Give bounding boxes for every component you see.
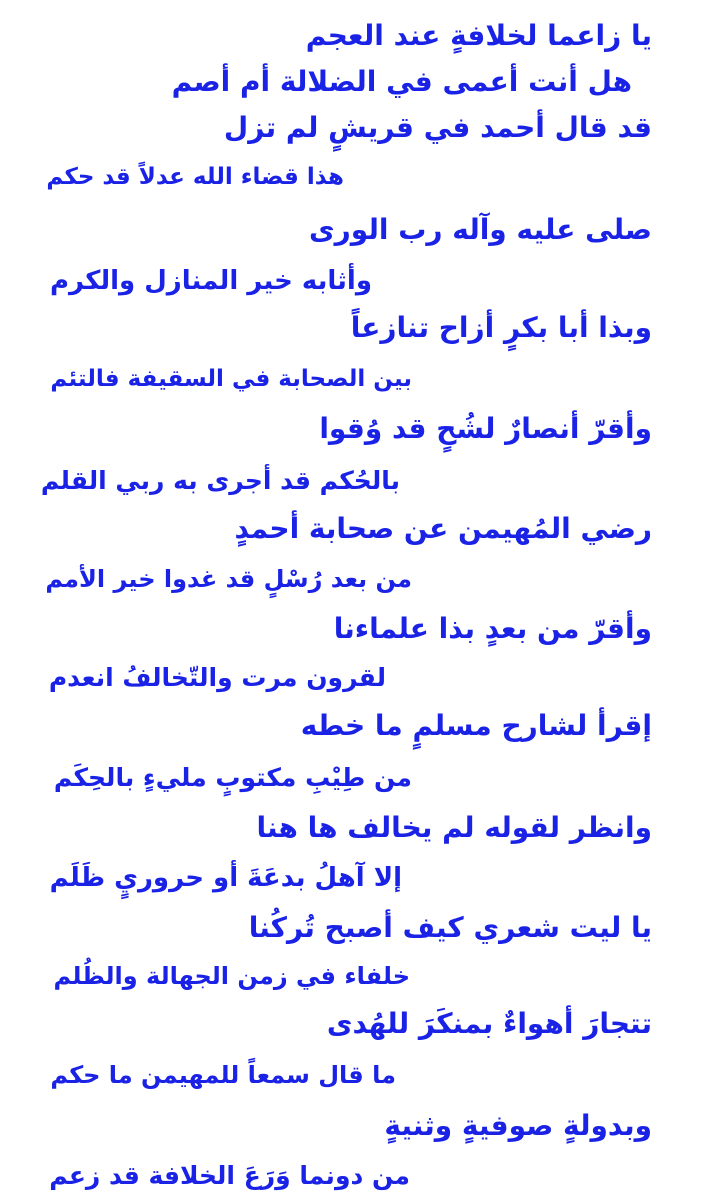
poem-line-8: بين الصحابة في السقيفة فالتئم [50,366,412,392]
poem-line-1: يا زاعما لخلافةٍ عند العجم [305,19,652,52]
poem-line-18: إلا آهلُ بدعَةَ أو حروريٍ ظَلَم [49,863,402,893]
poem-line-10: بالحُكم قد أجرى به ربي القلم [40,466,400,495]
poem-line-19: يا ليت شعري كيف أصبح تُركُنا [248,911,652,944]
poem-line-13: وأقرّ من بعدٍ بذا علماءنا [333,612,652,645]
poem-line-17: وانظر لقوله لم يخالف ها هنا [256,811,652,844]
poem-line-6: وأثابه خير المنازل والكرم [49,266,372,296]
poem-line-4: هذا قضاء الله عدلاً قد حكم [46,164,344,190]
poem-line-9: وأقرّ أنصارٌ لشُحٍ قد وُقوا [319,412,652,445]
poem-line-20: خلفاء في زمن الجهالة والظُلم [53,962,410,990]
poem-line-5: صلى عليه وآله رب الورى [309,213,652,246]
poem-line-24: من دونما وَرَعَ الخلافة قد زعم [49,1161,410,1190]
poem-line-23: وبدولةٍ صوفيةٍ وثنيةٍ [384,1109,652,1142]
poem-line-14: لقرون مرت والتّخالفُ انعدم [48,663,386,692]
poem-line-22: ما قال سمعاً للمهيمن ما حكم [50,1061,396,1089]
poem-line-16: من طِيْبِ مكتوبٍ مليءٍ بالحِكَم [53,763,412,792]
poem-line-15: إقرأ لشارح مسلمٍ ما خطه [300,709,652,742]
poem-line-7: وبذا أبا بكرٍ أزاح تنازعاً [350,311,652,344]
poem-line-11: رضي المُهيمن عن صحابة أحمدٍ [234,512,652,545]
poem-line-21: تتجارَ أهواءٌ بمنكَرَ للهُدى [326,1007,652,1040]
poem-line-3: قد قال أحمد في قريشٍ لم تزل [223,111,652,144]
poem-line-2: هل أنت أعمى في الضلالة أم أصم [171,65,632,98]
poem-line-12: من بعد رُسْلٍ قد غدوا خير الأمم [45,565,412,593]
